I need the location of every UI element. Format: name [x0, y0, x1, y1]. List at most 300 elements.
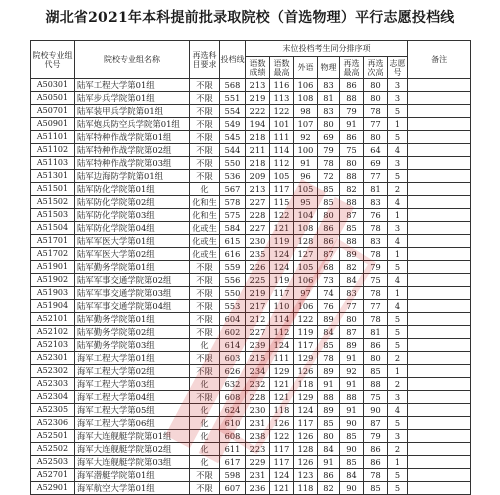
cell-c2: 122 — [270, 209, 294, 222]
cell-c3: 104 — [294, 209, 318, 222]
cell-req: 不限 — [190, 274, 220, 287]
cell-c1: 226 — [246, 261, 270, 274]
cell-c7: 2 — [388, 352, 408, 365]
cell-note — [408, 209, 471, 222]
cell-c4: 83 — [318, 79, 340, 92]
table-row — [31, 92, 471, 105]
cell-c3: 107 — [294, 118, 318, 131]
cell-c7: 1 — [388, 209, 408, 222]
cell-req: 不限 — [190, 300, 220, 313]
cell-c4: 89 — [318, 365, 340, 378]
cell-c1: 230 — [246, 235, 270, 248]
cell-c2: 114 — [270, 144, 294, 157]
cell-c3: 118 — [294, 378, 318, 391]
cell-code: A51701 — [31, 235, 75, 248]
cell-c1: 219 — [246, 92, 270, 105]
cell-req: 化 — [190, 339, 220, 352]
cell-code: A51101 — [31, 131, 75, 144]
cell-name: 海军工程大学第05组 — [75, 404, 190, 417]
cell-note — [408, 417, 471, 430]
cell-req: 不限 — [190, 482, 220, 495]
cell-code: A51504 — [31, 222, 75, 235]
cell-c7: 1 — [388, 456, 408, 469]
cell-c1: 227 — [246, 196, 270, 209]
cell-c3: 108 — [294, 222, 318, 235]
table-body — [31, 79, 471, 495]
cell-score: 632 — [220, 378, 246, 391]
cell-c1: 222 — [246, 105, 270, 118]
table-row — [31, 417, 471, 430]
cell-c3: 108 — [294, 92, 318, 105]
cell-note — [408, 157, 471, 170]
cell-score: 608 — [220, 430, 246, 443]
cell-c6: 77 — [364, 170, 388, 183]
cell-c6: 80 — [364, 92, 388, 105]
cell-name: 陆军军事交通学院第03组 — [75, 287, 190, 300]
cell-code: A52103 — [31, 339, 75, 352]
cell-c2: 101 — [270, 118, 294, 131]
cell-code: A51702 — [31, 248, 75, 261]
cell-c7: 1 — [388, 287, 408, 300]
cell-c6: 79 — [364, 430, 388, 443]
cell-c6: 78 — [364, 248, 388, 261]
cell-note — [408, 456, 471, 469]
cell-c2: 117 — [270, 456, 294, 469]
cell-name: 陆军勤务学院第01组 — [75, 313, 190, 326]
cell-c1: 234 — [246, 365, 270, 378]
cell-req: 不限 — [190, 144, 220, 157]
cell-req: 不限 — [190, 469, 220, 482]
cell-c6: 76 — [364, 209, 388, 222]
cell-req: 不限 — [190, 131, 220, 144]
cell-c5: 85 — [340, 430, 364, 443]
table-row — [31, 352, 471, 365]
cell-c4: 74 — [318, 287, 340, 300]
cell-c6: 78 — [364, 105, 388, 118]
header-foreign: 外语 — [294, 57, 318, 79]
cell-c4: 68 — [318, 261, 340, 274]
cell-name: 陆军防化学院第02组 — [75, 196, 190, 209]
cell-c7: 5 — [388, 313, 408, 326]
cell-score: 604 — [220, 313, 246, 326]
cell-c7: 4 — [388, 196, 408, 209]
cell-c1: 229 — [246, 456, 270, 469]
cell-name: 陆军军医大学第01组 — [75, 235, 190, 248]
cell-note — [408, 365, 471, 378]
header-note: 备注 — [408, 41, 471, 79]
cell-req: 化和生 — [190, 209, 220, 222]
cell-c3: 124 — [294, 404, 318, 417]
cell-c4: 84 — [318, 443, 340, 456]
cell-name: 海军工程大学第04组 — [75, 391, 190, 404]
cell-name: 陆军炮兵防空兵学院第01组 — [75, 118, 190, 131]
cell-note — [408, 144, 471, 157]
cell-note — [408, 404, 471, 417]
table-row — [31, 157, 471, 170]
cell-req: 不限 — [190, 352, 220, 365]
cell-req: 不限 — [190, 105, 220, 118]
cell-code: A52302 — [31, 365, 75, 378]
cell-code: A52102 — [31, 326, 75, 339]
cell-name: 陆军军事交通学院第02组 — [75, 274, 190, 287]
cell-code: A51301 — [31, 170, 75, 183]
cell-note — [408, 183, 471, 196]
cell-note — [408, 274, 471, 287]
cell-c5: 88 — [340, 391, 364, 404]
cell-c3: 100 — [294, 144, 318, 157]
table-row — [31, 261, 471, 274]
cell-c1: 239 — [246, 339, 270, 352]
cell-c2: 122 — [270, 430, 294, 443]
cell-c7: 3 — [388, 430, 408, 443]
cell-c7: 3 — [388, 157, 408, 170]
cell-note — [408, 313, 471, 326]
cell-c1: 230 — [246, 404, 270, 417]
cell-note — [408, 170, 471, 183]
cell-note — [408, 261, 471, 274]
cell-c2: 121 — [270, 378, 294, 391]
cell-score: 603 — [220, 352, 246, 365]
cell-code: A52305 — [31, 404, 75, 417]
cell-c3: 96 — [294, 170, 318, 183]
cell-c7: 4 — [388, 144, 408, 157]
cell-c6: 80 — [364, 131, 388, 144]
cell-name: 陆军防化学院第01组 — [75, 183, 190, 196]
cell-c2: 115 — [270, 196, 294, 209]
header-chinese-math: 语数成绩 — [246, 57, 270, 79]
cell-note — [408, 430, 471, 443]
cell-score: 611 — [220, 443, 246, 456]
cell-c5: 91 — [340, 404, 364, 417]
cell-c2: 124 — [270, 248, 294, 261]
cell-c2: 105 — [270, 170, 294, 183]
cell-c5: 89 — [340, 248, 364, 261]
table-row — [31, 118, 471, 131]
cell-code: A52701 — [31, 469, 75, 482]
cell-c2: 119 — [270, 235, 294, 248]
cell-req: 化或生 — [190, 248, 220, 261]
cell-score: 616 — [220, 248, 246, 261]
cell-req: 不限 — [190, 365, 220, 378]
cell-score: 578 — [220, 196, 246, 209]
cell-c2: 121 — [270, 222, 294, 235]
cell-note — [408, 352, 471, 365]
cell-c6: 77 — [364, 118, 388, 131]
cell-c1: 217 — [246, 300, 270, 313]
cell-code: A52501 — [31, 430, 75, 443]
cell-c2: 121 — [270, 482, 294, 495]
cell-c6: 85 — [364, 365, 388, 378]
cell-c5: 82 — [340, 183, 364, 196]
cell-c5: 75 — [340, 144, 364, 157]
cell-name: 陆军防化学院第04组 — [75, 222, 190, 235]
table-row — [31, 274, 471, 287]
cell-name: 陆军步兵学院第01组 — [75, 92, 190, 105]
cell-c5: 88 — [340, 92, 364, 105]
cell-c6: 81 — [364, 326, 388, 339]
cell-name: 海军工程大学第02组 — [75, 365, 190, 378]
cell-score: 598 — [220, 469, 246, 482]
cell-c4: 86 — [318, 222, 340, 235]
cell-note — [408, 482, 471, 495]
cell-c1: 227 — [246, 326, 270, 339]
cell-c5: 80 — [340, 313, 364, 326]
table-row — [31, 391, 471, 404]
cell-c7: 5 — [388, 339, 408, 352]
cell-c4: 89 — [318, 404, 340, 417]
cell-c4: 78 — [318, 352, 340, 365]
table-row — [31, 365, 471, 378]
cell-c1: 236 — [246, 482, 270, 495]
table-row — [31, 183, 471, 196]
table-row — [31, 339, 471, 352]
cell-req: 化 — [190, 378, 220, 391]
cell-c1: 218 — [246, 131, 270, 144]
cell-c2: 126 — [270, 417, 294, 430]
cell-c1: 238 — [246, 430, 270, 443]
cell-c6: 81 — [364, 183, 388, 196]
table-row — [31, 456, 471, 469]
header-tiebreak-group: 末位投档考生同分排序项 — [246, 41, 408, 57]
cell-c7: 5 — [388, 131, 408, 144]
cell-name: 海军航空大学第01组 — [75, 482, 190, 495]
cell-c4: 82 — [318, 482, 340, 495]
table-row — [31, 248, 471, 261]
cell-c1: 215 — [246, 352, 270, 365]
cell-c5: 86 — [340, 79, 364, 92]
cell-c1: 228 — [246, 391, 270, 404]
cell-c4: 86 — [318, 235, 340, 248]
cell-c6: 83 — [364, 196, 388, 209]
cell-c7: 5 — [388, 482, 408, 495]
cell-note — [408, 222, 471, 235]
cell-c6: 85 — [364, 482, 388, 495]
cell-c6: 80 — [364, 352, 388, 365]
cell-name: 海军工程大学第03组 — [75, 378, 190, 391]
cell-c5: 89 — [340, 339, 364, 352]
cell-req: 不限 — [190, 391, 220, 404]
cell-c6: 80 — [364, 79, 388, 92]
cell-c7: 3 — [388, 92, 408, 105]
cell-c2: 117 — [270, 183, 294, 196]
cell-c6: 75 — [364, 274, 388, 287]
header-score: 投档线 — [220, 41, 246, 79]
cell-note — [408, 196, 471, 209]
cell-c4: 85 — [318, 183, 340, 196]
table-row — [31, 235, 471, 248]
cell-code: A51502 — [31, 196, 75, 209]
cell-c5: 85 — [340, 222, 364, 235]
cell-c3: 123 — [294, 469, 318, 482]
cell-score: 617 — [220, 456, 246, 469]
cell-c1: 227 — [246, 222, 270, 235]
cell-score: 549 — [220, 118, 246, 131]
cell-code: A52502 — [31, 443, 75, 456]
cell-req: 化 — [190, 404, 220, 417]
cell-c1: 211 — [246, 144, 270, 157]
cell-c2: 121 — [270, 391, 294, 404]
header-max-chinese-math: 语数最高 — [270, 57, 294, 79]
cell-req: 化 — [190, 430, 220, 443]
header-name: 院校专业组名称 — [75, 41, 190, 79]
cell-c5: 88 — [340, 170, 364, 183]
cell-c4: 80 — [318, 430, 340, 443]
cell-req: 化 — [190, 456, 220, 469]
table-row — [31, 482, 471, 495]
cell-c5: 88 — [340, 235, 364, 248]
table-row — [31, 79, 471, 92]
cell-name: 海军大连舰艇学院第01组 — [75, 430, 190, 443]
cell-c3: 127 — [294, 248, 318, 261]
cell-c3: 95 — [294, 196, 318, 209]
cell-note — [408, 378, 471, 391]
cell-score: 610 — [220, 417, 246, 430]
cell-c1: 228 — [246, 209, 270, 222]
cell-c5: 79 — [340, 105, 364, 118]
cell-c4: 85 — [318, 417, 340, 430]
cell-req: 化 — [190, 183, 220, 196]
cell-c6: 83 — [364, 235, 388, 248]
cell-score: 614 — [220, 339, 246, 352]
cell-c3: 129 — [294, 352, 318, 365]
cell-code: A51501 — [31, 183, 75, 196]
cell-c4: 69 — [318, 131, 340, 144]
cell-c6: 78 — [364, 313, 388, 326]
header-subject: 再选科目要求 — [190, 41, 220, 79]
document-title: 湖北省2021年本科提前批录取院校（首选物理）平行志愿投档线 — [45, 10, 455, 26]
cell-note — [408, 248, 471, 261]
cell-c4: 85 — [318, 339, 340, 352]
cell-c1: 213 — [246, 183, 270, 196]
cell-c6: 78 — [364, 222, 388, 235]
cell-code: A51903 — [31, 287, 75, 300]
cell-c3: 126 — [294, 456, 318, 469]
cell-c5: 91 — [340, 352, 364, 365]
cell-score: 551 — [220, 92, 246, 105]
cell-c2: 124 — [270, 261, 294, 274]
cell-note — [408, 105, 471, 118]
cell-c3: 117 — [294, 417, 318, 430]
cell-code: A51902 — [31, 274, 75, 287]
cell-score: 554 — [220, 105, 246, 118]
cell-c4: 78 — [318, 157, 340, 170]
cell-score: 550 — [220, 287, 246, 300]
cell-c7: 5 — [388, 469, 408, 482]
cell-req: 化或生 — [190, 235, 220, 248]
cell-c5: 84 — [340, 469, 364, 482]
cell-note — [408, 300, 471, 313]
cell-score: 545 — [220, 131, 246, 144]
cell-c4: 73 — [318, 274, 340, 287]
table-row — [31, 404, 471, 417]
cell-c4: 80 — [318, 118, 340, 131]
cell-c4: 84 — [318, 326, 340, 339]
cell-note — [408, 391, 471, 404]
cell-req: 化 — [190, 417, 220, 430]
cell-code: A51103 — [31, 157, 75, 170]
cell-c5: 87 — [340, 209, 364, 222]
cell-c1: 218 — [246, 157, 270, 170]
cell-name: 陆军特种作战学院第01组 — [75, 131, 190, 144]
cell-c7: 1 — [388, 248, 408, 261]
cell-req: 化和生 — [190, 196, 220, 209]
cell-c2: 124 — [270, 469, 294, 482]
cell-c3: 118 — [294, 482, 318, 495]
cell-name: 陆军勤务学院第02组 — [75, 326, 190, 339]
cell-c7: 4 — [388, 404, 408, 417]
cell-c2: 129 — [270, 365, 294, 378]
cell-score: 553 — [220, 300, 246, 313]
table-row — [31, 105, 471, 118]
cell-c4: 83 — [318, 105, 340, 118]
cell-req: 不限 — [190, 326, 220, 339]
cell-code: A51503 — [31, 209, 75, 222]
cell-c3: 106 — [294, 274, 318, 287]
cell-c1: 209 — [246, 170, 270, 183]
cell-c5: 83 — [340, 287, 364, 300]
cell-c6: 78 — [364, 287, 388, 300]
cell-req: 不限 — [190, 92, 220, 105]
cell-c7: 5 — [388, 170, 408, 183]
cell-c1: 223 — [246, 443, 270, 456]
cell-score: 607 — [220, 482, 246, 495]
cell-c6: 79 — [364, 261, 388, 274]
cell-name: 陆军装甲兵学院第01组 — [75, 105, 190, 118]
cell-name: 海军大连舰艇学院第03组 — [75, 456, 190, 469]
cell-c6: 86 — [364, 443, 388, 456]
cell-c6: 90 — [364, 404, 388, 417]
cell-score: 608 — [220, 391, 246, 404]
cell-c3: 91 — [294, 157, 318, 170]
cell-note — [408, 131, 471, 144]
cell-req: 不限 — [190, 313, 220, 326]
cell-score: 544 — [220, 144, 246, 157]
cell-c2: 112 — [270, 326, 294, 339]
cell-code: A50901 — [31, 118, 75, 131]
cell-name: 陆军勤务学院第03组 — [75, 339, 190, 352]
cell-req: 化 — [190, 443, 220, 456]
cell-code: A52301 — [31, 352, 75, 365]
table-row — [31, 430, 471, 443]
cell-code: A51901 — [31, 261, 75, 274]
cell-req: 不限 — [190, 118, 220, 131]
cell-c5: 85 — [340, 456, 364, 469]
cell-c5: 86 — [340, 131, 364, 144]
cell-note — [408, 235, 471, 248]
cell-c2: 119 — [270, 274, 294, 287]
table-row — [31, 170, 471, 183]
table-row — [31, 469, 471, 482]
cell-code: A50501 — [31, 92, 75, 105]
cell-name: 海军工程大学第06组 — [75, 417, 190, 430]
cell-c2: 117 — [270, 443, 294, 456]
cell-note — [408, 118, 471, 131]
cell-c7: 1 — [388, 118, 408, 131]
cell-c5: 91 — [340, 378, 364, 391]
cell-c4: 72 — [318, 170, 340, 183]
cell-c2: 118 — [270, 404, 294, 417]
cell-score: 550 — [220, 157, 246, 170]
cell-code: A52101 — [31, 313, 75, 326]
cell-c3: 128 — [294, 235, 318, 248]
cell-c7: 2 — [388, 183, 408, 196]
cell-score: 626 — [220, 365, 246, 378]
cell-c4: 91 — [318, 378, 340, 391]
cell-score: 602 — [220, 326, 246, 339]
cell-c3: 98 — [294, 105, 318, 118]
cell-note — [408, 443, 471, 456]
cell-code: A50301 — [31, 79, 75, 92]
